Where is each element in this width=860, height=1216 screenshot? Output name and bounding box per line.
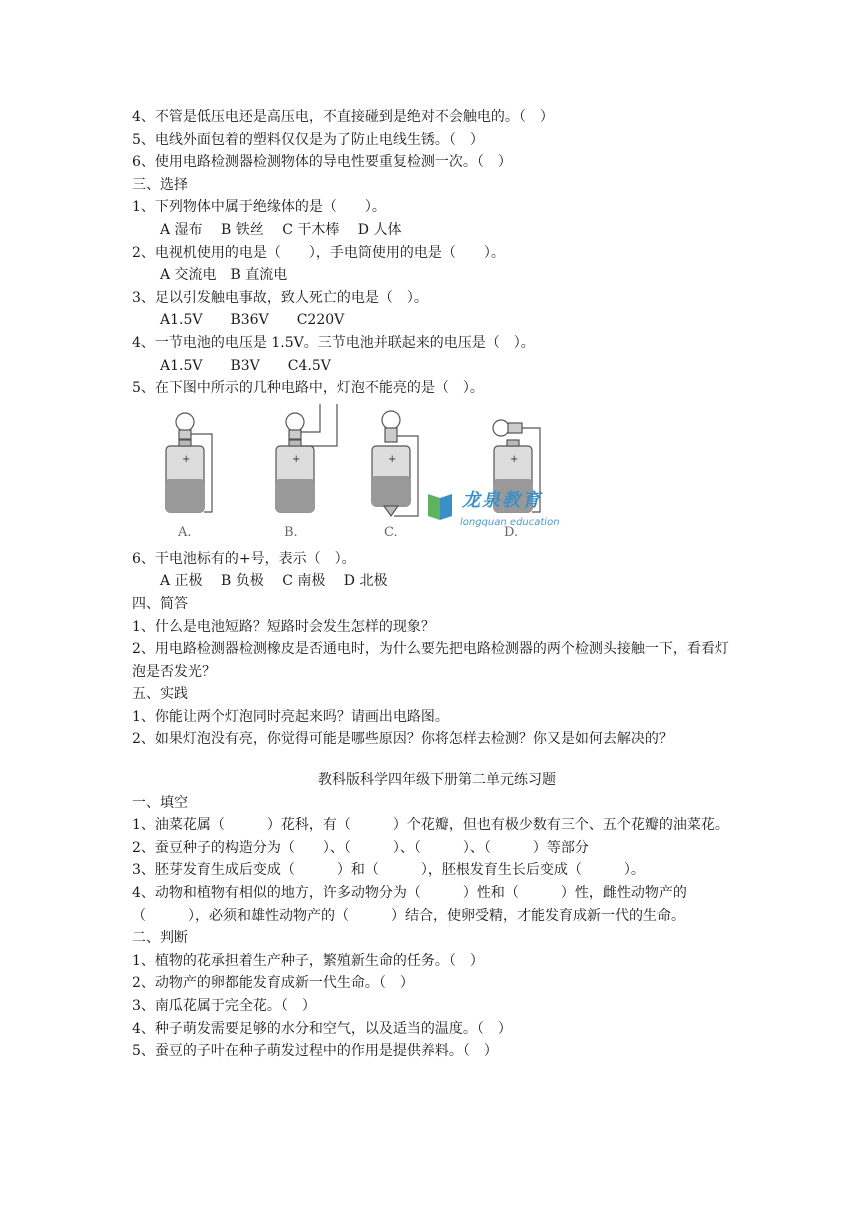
unit2-judge-q1: 1、植物的花承担着生产种子，繁殖新生命的任务。（ ） [132,952,484,969]
figure-label-c: C. [384,524,398,540]
judge-item-6: 6、使用电路检测器检测物体的导电性要重复检测一次。（ ） [132,154,512,171]
unit2-fill-q3: 3、胚芽发育生成后变成（ ）和（ ），胚根发育生长后变成（ ）。 [132,862,645,879]
svg-text:+: + [292,453,301,465]
circuit-b [276,404,337,512]
choice-q4: 4、一节电池的电压是 1.5V。三节电池并联起来的电压是（ ）。 [132,334,535,351]
unit2-fill-q2: 2、蚕豆种子的构造分为（ ）、（ ）、（ ）、（ ）等部分 [132,839,589,856]
unit2-fill-q4: 4、动物和植物有相似的地方，许多动物分为（ ）性和（ ）性，雌性动物产的（ ），必须和雄性动物产的（ ）结合，使卵受精，才能发育成新一代的生命。 [132,885,687,924]
choice-q2: 2、电视机使用的电是（ ），手电筒使用的电是（ ）。 [132,244,505,261]
circuit-a [166,413,212,512]
figure-label-a: A. [178,524,192,540]
unit2-judge-q3: 3、南瓜花属于完全花。（ ） [132,998,316,1014]
logo-subtext: longquan education [460,516,560,528]
unit2-judge-q4: 4、种子萌发需要足够的水分和空气，以及适当的温度。（ ） [132,1020,512,1037]
section-short-answer-heading: 四、简答 [132,595,188,612]
circuit-c [372,411,418,516]
svg-text:+: + [388,453,397,465]
unit2-fill-q1: 1、油菜花属（ ）花科，有（ ）个花瓣，但也有极少数有三个、五个花瓣的油菜花。 [132,817,729,834]
choice-q3: 3、足以引发触电事故，致人死亡的电是（ ）。 [132,289,428,306]
short-answer-q1: 1、什么是电池短路？短路时会发生怎样的现象？ [132,618,435,635]
section-practice-heading: 五、实践 [132,686,188,703]
document-page [132,106,742,1063]
short-answer-q2: 2、用电路检测器检测橡皮是否通电时，为什么要先把电路检测器的两个检测头接触一下，看看灯泡是否发光？ [132,641,729,680]
watermark-logo [424,488,564,528]
choice-q6-options: A 正极 B 负极 C 南极 D 北极 [160,573,388,590]
choice-q1: 1、下列物体中属于绝缘体的是（ ）。 [132,199,386,216]
choice-q2-options: A 交流电 B 直流电 [160,267,288,284]
unit2-judge-q5: 5、蚕豆的子叶在种子萌发过程中的作用是提供养料。（ ） [132,1043,498,1060]
choice-q6: 6、干电池标有的+号，表示（ ）。 [132,550,356,567]
logo-text: 龙泉教育 [462,489,542,511]
unit2-judge-q2: 2、动物产的卵都能发育成新一代生命。（ ） [132,975,414,992]
choice-q5: 5、在下图中所示的几种电路中，灯泡不能亮的是（ ）。 [132,380,484,397]
choice-q3-options: A1.5V B36V C220V [160,312,345,329]
circuit-figure [132,404,742,544]
judge-item-5: 5、电线外面包着的塑料仅仅是为了防止电线生锈。（ ） [132,131,484,148]
figure-label-d: D. [504,524,519,540]
unit2-fill-heading: 一、填空 [132,794,188,811]
unit2-title: 教科版科学四年级下册第二单元练习题 [318,772,556,789]
practice-q2: 2、如果灯泡没有亮，你觉得可能是哪些原因？你将怎样去检测？你又是如何去解决的？ [132,731,673,748]
section-choice-heading: 三、选择 [132,176,188,193]
choice-q1-options: A 湿布 B 铁丝 C 干木棒 D 人体 [160,221,402,238]
choice-q4-options: A1.5V B3V C4.5V [160,357,331,374]
book-icon [424,488,458,524]
svg-text:+: + [510,453,519,465]
figure-label-b: B. [284,524,298,540]
practice-q1: 1、你能让两个灯泡同时亮起来吗？请画出电路图。 [132,708,449,725]
judge-item-4: 4、不管是低压电还是高压电，不直接碰到是绝对不会触电的。（ ） [132,109,554,125]
unit2-judge-heading: 二、判断 [132,930,188,947]
svg-text:+: + [182,453,191,465]
